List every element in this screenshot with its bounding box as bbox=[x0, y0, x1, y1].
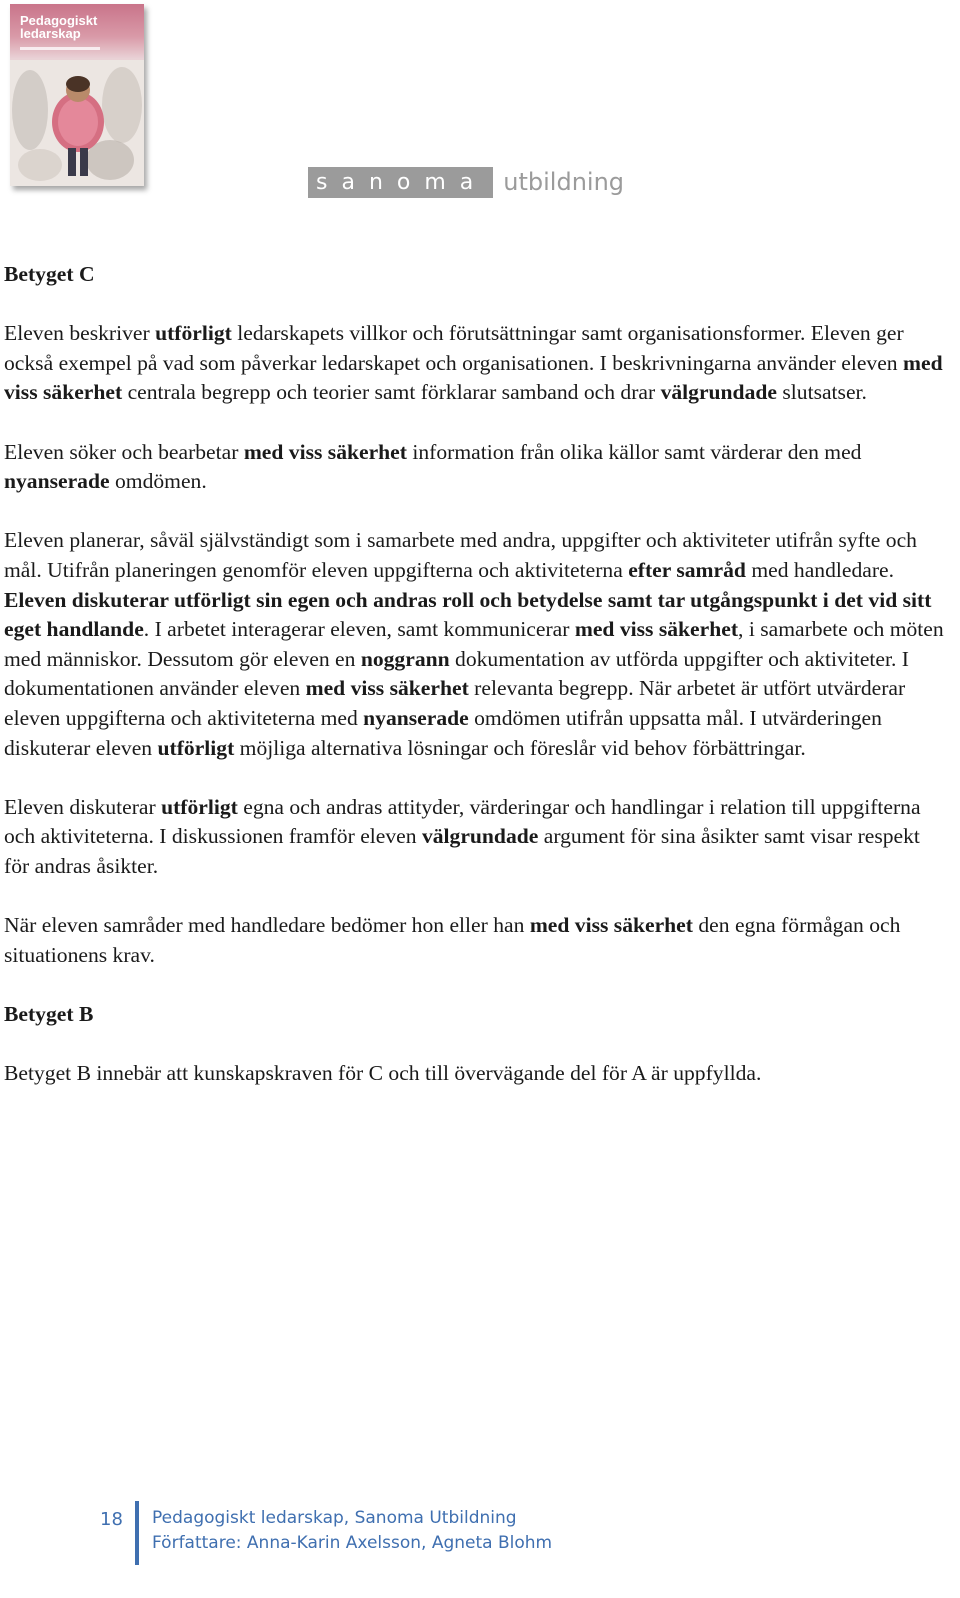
footer-book-title: Pedagogiskt ledarskap, Sanoma Utbildning bbox=[152, 1508, 517, 1528]
paragraph-text: Eleven söker och bearbetar bbox=[4, 439, 244, 464]
body-paragraph bbox=[4, 1059, 948, 1089]
emphasized-text: nyanserade bbox=[363, 705, 469, 730]
paragraph-text: . I arbetet interagerar eleven, samt kommunicerar bbox=[143, 617, 575, 642]
page-number: 18 bbox=[100, 1509, 123, 1530]
paragraph-text: relevanta begrepp. När arbetet är utfört utvärderar eleven uppgifterna och aktiviteterna med bbox=[4, 676, 906, 730]
paragraph-text: omdömen utifrån uppsatta mål. I utvärderingen diskuterar eleven bbox=[4, 705, 882, 760]
paragraph-text: den egna förmågan och situationens krav. bbox=[4, 913, 901, 967]
emphasized-text: utförligt bbox=[155, 321, 232, 346]
paragraph-text: möjliga alternativa lösningar och föreslår vid behov förbättringar. bbox=[234, 735, 806, 760]
book-cover-image bbox=[10, 4, 144, 186]
paragraph-text: , i samarbete och möten med människor. Dessutom gör eleven en bbox=[4, 617, 944, 671]
document-body bbox=[4, 260, 948, 1118]
book-cover-title: Pedagogiskt ledarskap bbox=[20, 13, 98, 41]
emphasized-text: noggrann bbox=[360, 646, 450, 671]
paragraph-text: Eleven diskuterar bbox=[4, 794, 162, 819]
emphasized-text: med viss säkerhet bbox=[574, 617, 739, 642]
body-paragraph bbox=[4, 438, 948, 497]
book-cover-photo bbox=[10, 60, 144, 186]
emphasized-text: nyanserade bbox=[4, 469, 110, 494]
page-footer bbox=[100, 1501, 552, 1565]
paragraph-text: Betyget B innebär att kunskapskraven för C och till övervägande del för A är uppfyllda. bbox=[4, 1061, 762, 1086]
paragraph-text: omdömen. bbox=[109, 469, 207, 494]
paragraph-text: ledarskapets villkor och förutsättningar samt organisationsformer. Eleven ger också exempel på vad som påverkar ledarskapet och organisationen. I beskrivningarna använder eleven bbox=[4, 321, 904, 375]
emphasized-text: efter samråd bbox=[628, 557, 746, 582]
paragraph-text: information från olika källor samt värderar den med bbox=[406, 439, 862, 464]
emphasized-text: med viss säkerhet bbox=[529, 913, 693, 938]
logo-utbildning: utbildning bbox=[503, 168, 625, 196]
paragraph-text: Eleven planerar, såväl självständigt som i samarbete med andra, uppgifter och aktiviteter utifrån syfte och mål. Utifrån planeringen genomför eleven uppgifterna och aktiviteterna bbox=[4, 528, 917, 582]
footer-credits bbox=[152, 1501, 552, 1565]
paragraph-text: argument för sina åsikter samt visar respekt för andras åsikter. bbox=[4, 824, 920, 878]
body-paragraph bbox=[4, 793, 948, 882]
emphasized-text: utförligt bbox=[161, 794, 238, 819]
footer-authors: Författare: Anna-Karin Axelsson, Agneta Blohm bbox=[152, 1533, 553, 1553]
paragraph-text: centrala begrepp och teorier samt förklarar samband och drar bbox=[122, 380, 661, 405]
paragraph-text: med handledare. bbox=[745, 557, 895, 582]
paragraph-text: dokumentation av utförda uppgifter och aktiviteter. I dokumentationen använder eleven bbox=[4, 646, 909, 701]
publisher-logo bbox=[308, 167, 624, 198]
emphasized-text: Eleven diskuterar utförligt sin egen och andras roll och betydelse samt tar utgångspunkt i det vid sitt eget handlande bbox=[4, 587, 932, 642]
book-cover-subtitle-bar bbox=[20, 47, 100, 50]
logo-sanoma: sanoma bbox=[308, 167, 493, 198]
emphasized-text: med viss säkerhet bbox=[4, 350, 943, 405]
body-paragraph bbox=[4, 526, 948, 763]
emphasized-text: välgrundade bbox=[421, 824, 539, 849]
paragraph-text: Eleven beskriver bbox=[4, 321, 156, 346]
emphasized-text: med viss säkerhet bbox=[305, 676, 469, 701]
footer-divider bbox=[135, 1501, 139, 1565]
body-paragraph bbox=[4, 911, 948, 970]
section-heading: Betyget C bbox=[4, 262, 95, 286]
emphasized-text: välgrundade bbox=[660, 380, 777, 405]
paragraph-text: När eleven samråder med handledare bedömer hon eller han bbox=[4, 913, 530, 938]
section-heading: Betyget B bbox=[4, 1001, 94, 1026]
emphasized-text: med viss säkerhet bbox=[243, 439, 407, 464]
paragraph-text: slutsatser. bbox=[776, 380, 867, 405]
emphasized-text: utförligt bbox=[157, 735, 235, 760]
body-paragraph bbox=[4, 319, 948, 408]
paragraph-text: egna och andras attityder, värderingar och handlingar i relation till uppgifterna och aktiviteterna. I diskussionen framför eleven bbox=[4, 794, 921, 849]
